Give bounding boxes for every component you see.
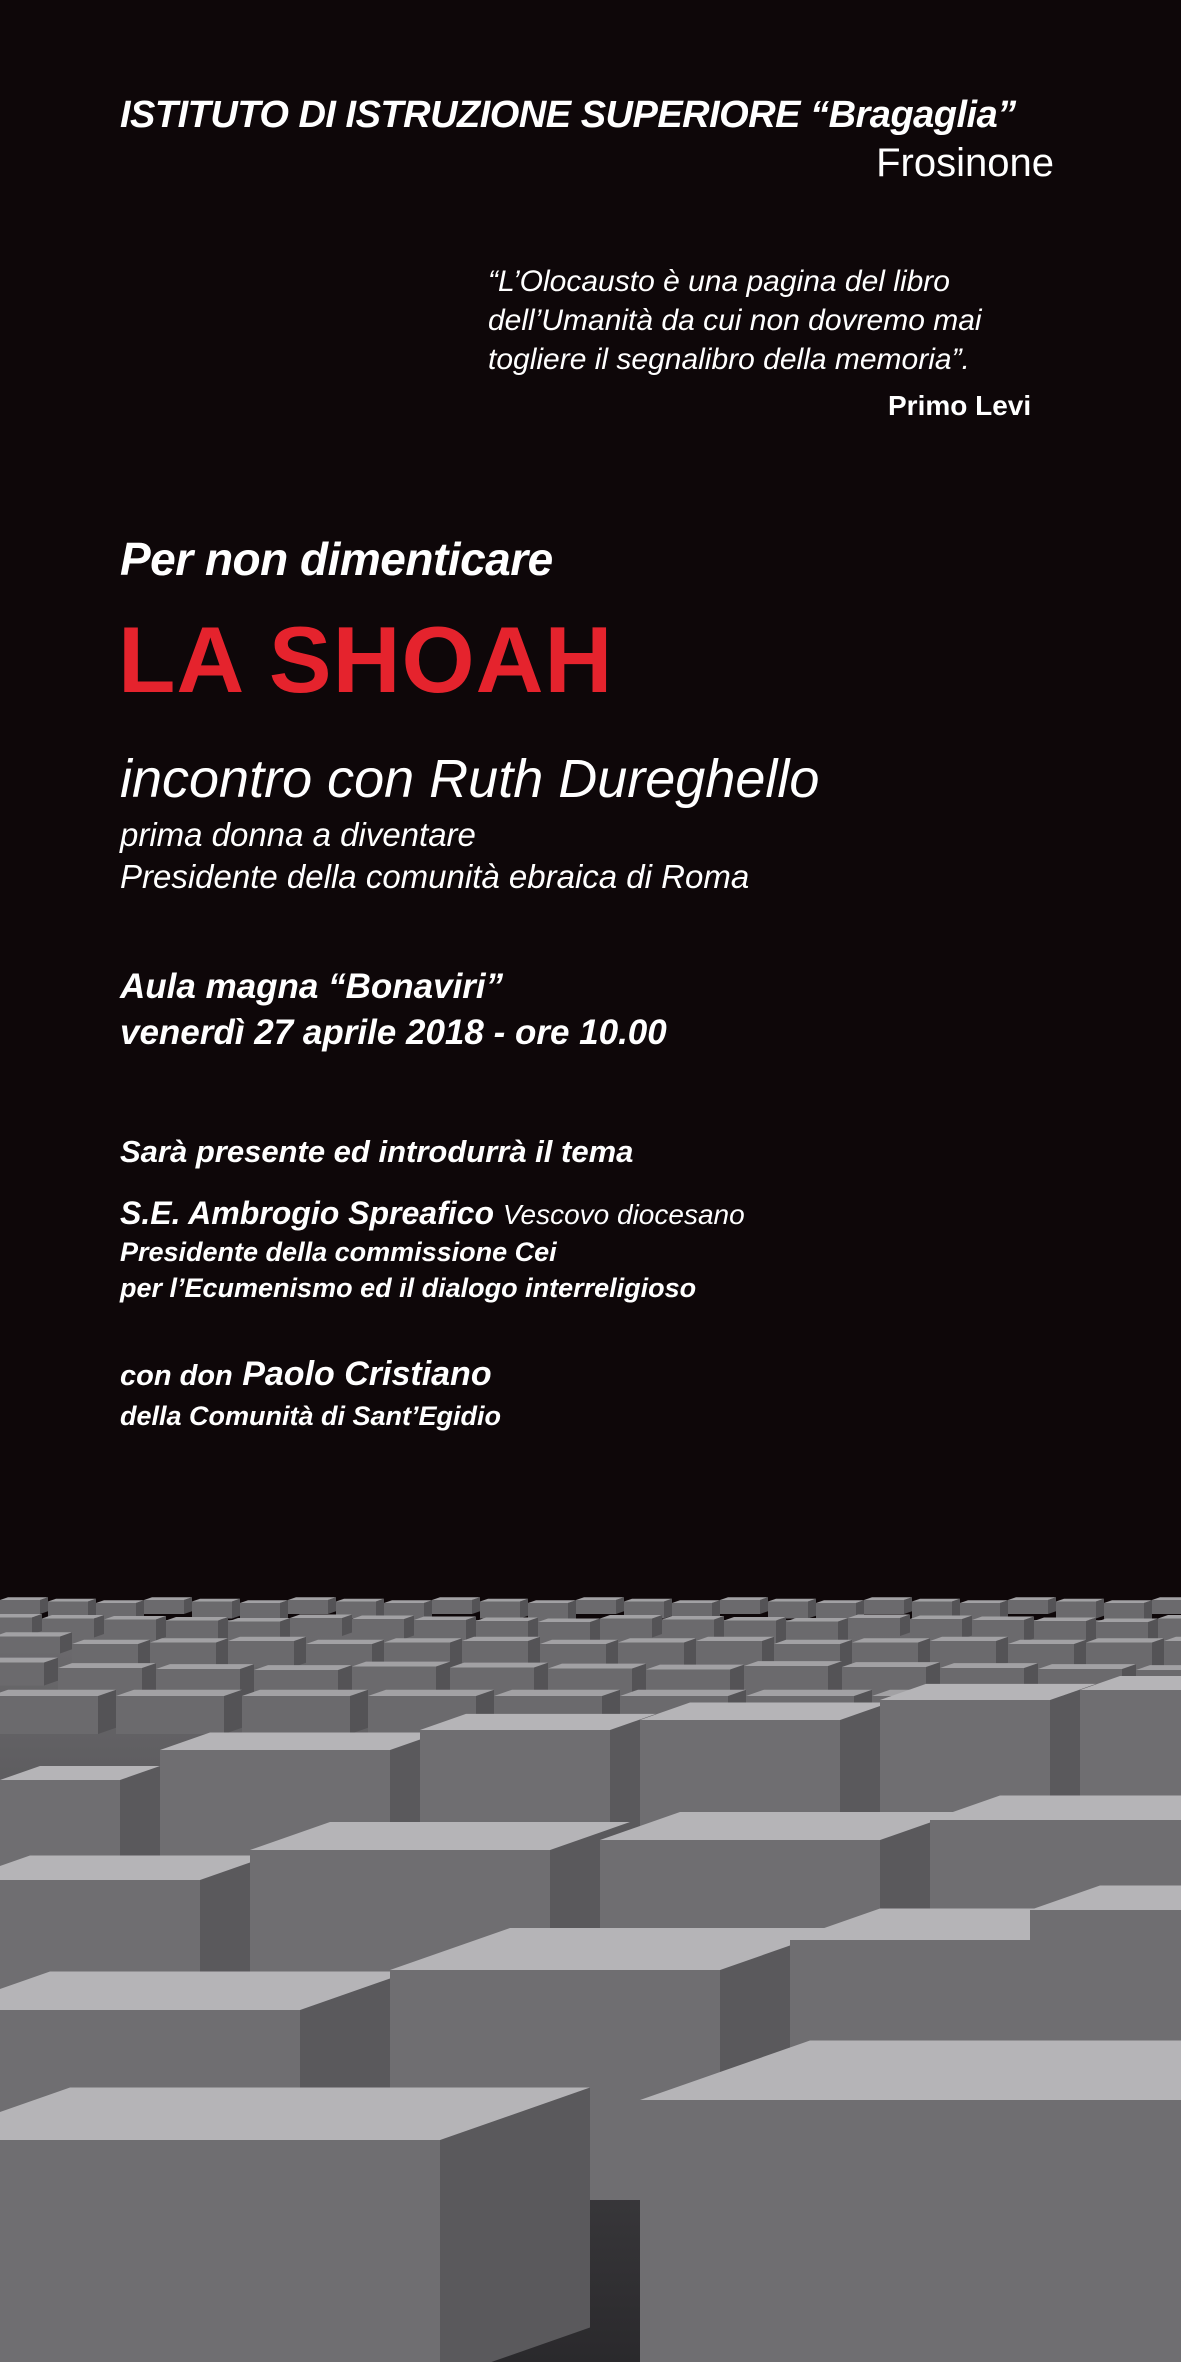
venue-name: Aula magna “Bonaviri” — [120, 967, 504, 1006]
guest-description: della Comunità di Sant’Egidio — [120, 1401, 502, 1431]
guest-spreafico — [120, 1194, 745, 1306]
event-lead: Per non dimenticare — [120, 533, 553, 585]
event-datetime: venerdì 27 aprile 2018 - ore 10.00 — [120, 1013, 667, 1052]
city-name: Frosinone — [876, 141, 1054, 185]
meeting-subtitle — [120, 814, 749, 898]
meeting-subtitle-line: Presidente della comunità ebraica di Roma — [120, 858, 750, 895]
quote — [488, 262, 1088, 379]
guest-prefix: con don — [120, 1360, 233, 1392]
guest-description-line: Presidente della commissione Cei — [120, 1237, 557, 1267]
guest-role: Vescovo diocesano — [502, 1199, 745, 1230]
guest-description-line: per l’Ecumenismo ed il dialogo interreligioso — [120, 1273, 697, 1303]
guest-name-line — [120, 1352, 501, 1398]
memorial-photo — [0, 1580, 1181, 2362]
guest-name-line — [120, 1194, 745, 1234]
header — [120, 92, 1070, 188]
guest-name: Paolo Cristiano — [242, 1355, 492, 1393]
quote-author: Primo Levi — [888, 390, 1032, 421]
institute-name: ISTITUTO DI ISTRUZIONE SUPERIORE “Bragaglia” — [120, 94, 1016, 136]
guest-name: Ambrogio Spreafico — [188, 1195, 494, 1231]
guests-intro: Sarà presente ed introdurrà il tema — [120, 1134, 634, 1169]
quote-line: dell’Umanità da cui non dovremo mai — [488, 304, 982, 337]
event-title: LA SHOAH — [118, 607, 614, 712]
guest-prefix: S.E. — [120, 1195, 181, 1231]
meeting-line: incontro con Ruth Dureghello — [120, 749, 820, 809]
guest-cristiano — [120, 1352, 501, 1434]
venue-block — [120, 964, 667, 1056]
quote-line: “L’Olocausto è una pagina del libro — [488, 265, 950, 298]
meeting-subtitle-line: prima donna a diventare — [120, 816, 476, 853]
guest-description — [120, 1234, 745, 1306]
quote-line: togliere il segnalibro della memoria”. — [488, 343, 970, 376]
